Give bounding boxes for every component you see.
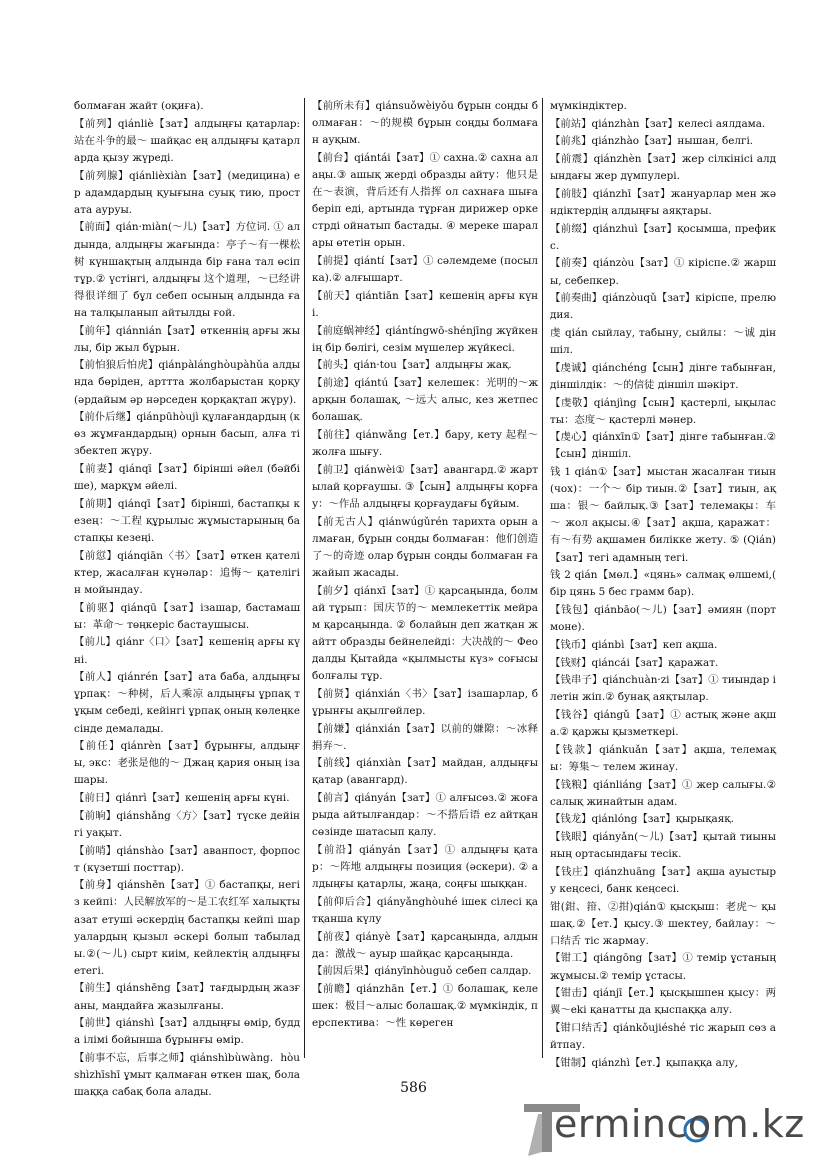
dictionary-entry: мүмкіндіктер. [550, 100, 627, 112]
dictionary-entry: 【前言】qiányán【зат】① алғысөз.② жоғарыда айтылғандар：～不搭后语 ez айтқан сөзінде шатасып қалу. [312, 792, 538, 839]
dictionary-entry: болмаған жайт (оқиға). [74, 100, 204, 112]
dictionary-entry: 【前夜】qiányè【зат】қарсаңында, алдында：激战～ ауыр шайқас қарсаңында. [312, 930, 538, 960]
dictionary-entry: 【前哨】qiánshào【зат】аванпост, форпост (күзетші посттар). [74, 844, 300, 874]
dictionary-entry: 【前站】qiánzhàn【зат】келесі аялдама. [550, 117, 766, 130]
dictionary-entry: 【前妻】qiánqī【зат】бірінші әйел (бәйбіше), марқұм әйелі. [74, 463, 300, 493]
dictionary-entry: 【前事不忘，后事之师】qiánshìbùwàng．hòushìzhīshī ұмыт қалмаған өткен шақ, болашаққа сабақ бола алады. [74, 1052, 300, 1099]
dictionary-entry: 【前仆后继】qiánpūhòujì құлағандардың (көз жұмғандардың) орнын басып, алға тізбектеп жүру. [74, 411, 300, 458]
dictionary-entry: 【虔敬】qiánjìng【сын】қастерлі, ықыласты：态度～ қастерлі мәнер. [550, 396, 776, 426]
dictionary-entry: 【前奏曲】qiánzòuqǔ【зат】кіріспе, прелюдия. [550, 292, 776, 322]
dictionary-entry: 【钱谷】qiángǔ【зат】① астық және ақша.② қаржы қызметкері. [550, 708, 776, 739]
dictionary-entry: 【前兆】qiánzhào【зат】нышан, белгі. [550, 135, 754, 148]
dictionary-entry: 【前卫】qiánwèi①【зат】авангард.② жартылай қорғаушы. ③【сын】алдыңғы қорғау：～作品 алдыңғы қорғаудағы бұйым. [312, 463, 538, 510]
dictionary-entry: 【虔心】qiánxīn①【зат】дінге табынған.②【сын】діншіл. [550, 431, 776, 461]
dictionary-entry: 【钱款】qiánkuǎn【зат】ақша, телемақы：筹集～ телем жинау. [550, 743, 776, 773]
dictionary-column-right [550, 98, 776, 1072]
dictionary-entry: 【前因后果】qiányīnhòuguǒ себеп салдар. [312, 965, 532, 978]
dictionary-entry: 【前列】qiánliè【зат】алдыңғы қатарлар:站在斗争的最～ шайқас ең алдыңғы қатарларда қызу жүреді. [74, 117, 300, 164]
dictionary-entry: 【钳击】qiánjī【ет.】қысқышпен қысу：两翼～ekі қанатты да қыспаққа алу. [550, 987, 776, 1017]
dictionary-entry: 【前身】qiánshēn【зат】① бастапқы, негіз кейпі：人民解放军的～是工农红军 халықты азат етуші әскердің бастапқы кейпі шаруалардың қызыл әскері болып табылады.②(～儿) сырт киім, кейлектің алдыңғы етегі. [74, 879, 300, 977]
dictionary-entry: 【前台】qiántái【зат】① сахна.② сахна алаңы.③ ашық жерді образды айту：他只是在～表演，背后还有人指挥 ол сахнаға шыға беріп еді, артында тұрған дирижер оркестрді ойнатып бастады. ④ мереке шаралары өтетін орын. [312, 151, 538, 250]
dictionary-entry: 【钱龙】qiánlóng【зат】қырықаяқ. [550, 813, 734, 826]
dictionary-entry: 【前沿】qiányán【зат】① алдыңғы қатар：～阵地 алдыңғы позиция (әскери). ② алдыңғы қатарлы, жаңа, соңғы шыққан. [312, 843, 538, 891]
dictionary-entry: 【前天】qiántiān【зат】кешенің арғы күні. [312, 289, 538, 319]
termincom-logo [518, 1096, 818, 1162]
dictionary-entry: 【钳制】qiánzhì【ет.】қыпаққа алу, [550, 1056, 738, 1069]
dictionary-entry: 钳(鉗、箝、②拑)qián① қысқыш：老虎～ қышақ.②【ет.】қысу.③ шектеу, байлау：～口结舌 тіс жармау. [550, 900, 776, 947]
dictionary-entry: 【前肢】qiánzhī【зат】жануарлар мен жәндіктердің алдыңғы аяқтары. [550, 187, 776, 217]
dictionary-entry: 【前儿】qiánr〈口〉【зат】кешенің арғы күні. [74, 636, 300, 666]
dictionary-entry: 【前夕】qiánxī【зат】① қарсаңында, болмай тұрып：国庆节的～ мемлекеттік мейрам қарсаңында. ② болайын деп жатқан жайтт образды бейнелейді：大决战的～ Феодалды Қытайда «қылмысты күз» соғысы болғалы тұр. [312, 584, 538, 683]
dictionary-entry: 【前往】qiánwǎng【ет.】бару, кету 起程～ жолға шығу. [312, 428, 538, 459]
dictionary-entry: 钱 2 qián【мөл.】«цянь» салмақ өлшемі,( бір цянь 5 бес грамм бар). [550, 569, 776, 599]
dictionary-entry: 【前头】qián·tou【зат】алдыңғы жақ. [312, 359, 512, 372]
dictionary-entry: 【前提】qiántí【зат】① сәлемдеме (посылка).② алғышарт. [312, 255, 538, 285]
dictionary-entry: 【前震】qiánzhèn【зат】жер сілкінісі алдындағы жер дүмпулері. [550, 153, 776, 183]
dictionary-entry: 【前缀】qiánzhuì【зат】қосымша, префикс. [550, 222, 776, 252]
dictionary-entry: 【钳工】qiángōng【зат】① темір ұстаның жұмысы.② темір ұстасы. [550, 952, 776, 982]
dictionary-entry: 【前奏】qiánzòu【зат】① кіріспе.② жаршы, себепкер. [550, 257, 776, 287]
dictionary-entry: 【前无古人】qiánwúgǔrén тарихта орын алмаған, бұрын соңды болмаған：他们创造了～的奇迹 олар бұрын соңды болмаған ғажайып жасады. [312, 515, 538, 579]
dictionary-entry: 【钳口结舌】qiánkǒujiéshé тіс жарып сөз айтпау. [550, 1022, 776, 1052]
dictionary-entry: 【前瞻】qiánzhān【ет.】① болашақ, келешек：极目～алыс болашақ.② мүмкіндік, перспектива：～性 көреген [312, 983, 538, 1030]
dictionary-entry: 【前晌】qiánshǎng〈方〉【зат】түске дейінгі уақыт. [74, 809, 300, 839]
dictionary-entry: 【前人】qiánrén【зат】ата баба, алдыңғы ұрпақ：～种树，后人乘凉 алдыңғы ұрпақ тұқым себеді, кейінгі ұрпақ оның көлеңкесінде демалады. [74, 671, 300, 735]
dictionary-column-middle [312, 98, 538, 1033]
dictionary-entry: 【前怕狼后怕虎】qiánpàlánghòupàhǔa алдында бөріден, арттта жолбарыстан қорқу (әрдайым әр нәрседен қорқақтап жүру). [74, 359, 300, 406]
dictionary-entry: 【前生】qiánshēng【зат】тағдырдың жазғаны, маңдайға жазылғаны. [74, 982, 300, 1012]
column-divider [304, 98, 305, 1058]
dictionary-entry: 【前面】qián·miàn(～儿)【зат】方位词. ① алдында, алдыңғы жағында：亭子～有一棵松树 күншақтың алдында бір ғана тал өсіп тұр.② үстінгі, алдыңғы 这个道理，～已经讲得很详细了 бұл себеп осының алдында ғана талқыланып айтылды ғой. [74, 221, 300, 319]
dictionary-entry: 【前庭蜗神经】qiántíngwō-shénjīng жүйкенің бір бөлігі, сезім мүшелер жүйкесі. [312, 324, 538, 354]
dictionary-entry: 【前世】qiánshì【зат】алдыңғы өмір, будда ілімі бойынша бұрынғы өмір. [74, 1017, 300, 1047]
logo-text: ermincom.kz [554, 1102, 805, 1146]
dictionary-entry: 【前驱】qiánqū【зат】ізашар, бастамашы：革命～ төңкеріс бастаушысы. [74, 601, 300, 631]
dictionary-entry: 【虔诚】qiánchéng【сын】дінге табынған, діншілдік：～的信徒 діншіл шәкірт. [550, 361, 776, 391]
page-number: 586 [400, 1080, 427, 1096]
dictionary-entry: 【前线】qiánxiàn【зат】майдан, алдыңғы қатар (авангард). [312, 757, 538, 787]
dictionary-entry: 【前仰后合】qiányǎnghòuhé ішек сілесі қатқанша күлу [312, 895, 538, 925]
dictionary-entry: 【前途】qiántú【зат】келешек：光明的～жарқын болашақ, ～远大 алыс, кез жетпес болашақ. [312, 377, 538, 424]
dictionary-entry: 【前列腺】qiánlièxiàn【зат】(медицина) ер адамдардың қуығына суық тию, простата ауруы. [74, 169, 300, 216]
dictionary-entry: 【钱庄】qiánzhuāng【зат】ақша ауыстыру кеңсесі, банк кеңсесі. [550, 865, 776, 895]
dictionary-entry: 钱 1 qián①【зат】мыстан жасалған тиын (чох)：一个～ бір тиын.②【зат】тиын, ақша：银～ байлық.③【зат】телемақы：车～ жол ақысы.④【зат】ақша, қаражат：有～有势 ақшамен билікке жету. ⑤ (Qián)【зат】тегі адамның тегі. [550, 466, 776, 564]
dictionary-entry: 【钱币】qiánbì【зат】кеп ақша. [550, 638, 718, 651]
dictionary-entry: 虔 qián сыйлау, табыну, сыйлы：～诚 діншіл. [550, 326, 776, 357]
dictionary-entry: 【钱眼】qiányǎn(～儿)【зат】қытай тиынының ортасындағы тесік. [550, 831, 776, 861]
dictionary-entry: 【钱包】qiánbāo(～儿)【зат】әмиян (портмоне). [550, 604, 776, 634]
dictionary-entry: 【钱粮】qiánliáng【зат】① жер салығы.② салық жинайтын адам. [550, 778, 776, 808]
dictionary-entry: 【前日】qiánrì【зат】кешенің арғы күні. [74, 792, 290, 805]
dictionary-entry: 【前年】qiánnián【зат】өткеннің арғы жылы, бір жыл бұрын. [74, 324, 300, 354]
column-divider [542, 98, 543, 1058]
dictionary-entry: 【前贤】qiánxián〈书〉【зат】ізашарлар, бұрынғы ақылгөйлер. [312, 687, 538, 717]
dictionary-column-left [74, 98, 300, 1102]
dictionary-entry: 【钱串子】qiánchuàn·zi【зат】① тиындар ілетін жіп.② бунақ аяқтылар. [550, 674, 776, 704]
dictionary-entry: 【前期】qiánqī【зат】бірінші, бастапқы кезең：～工程 құрылыс жұмыстарының бастапқы кезеңі. [74, 497, 300, 545]
dictionary-entry: 【钱财】qiáncái【зат】қаражат. [550, 656, 719, 669]
dictionary-entry: 【前所未有】qiánsuǒwèiyǒu бұрын соңды болмаған：～的规模 бұрын соңды болмаған ауқым. [312, 100, 538, 147]
dictionary-entry: 【前愆】qiánqiān〈书〉【зат】өткен қателіктер, жасалған күнәлар：追悔～ қателігін мойындау. [74, 549, 300, 596]
dictionary-entry: 【前任】qiánrèn【зат】бұрынғы, алдыңғы, экс：老张是他的～ Джаң қария оның ізашары. [74, 740, 300, 787]
dictionary-entry: 【前嫌】qiánxián【зат】以前的嫌隙：～冰释捐弃～. [312, 722, 538, 752]
